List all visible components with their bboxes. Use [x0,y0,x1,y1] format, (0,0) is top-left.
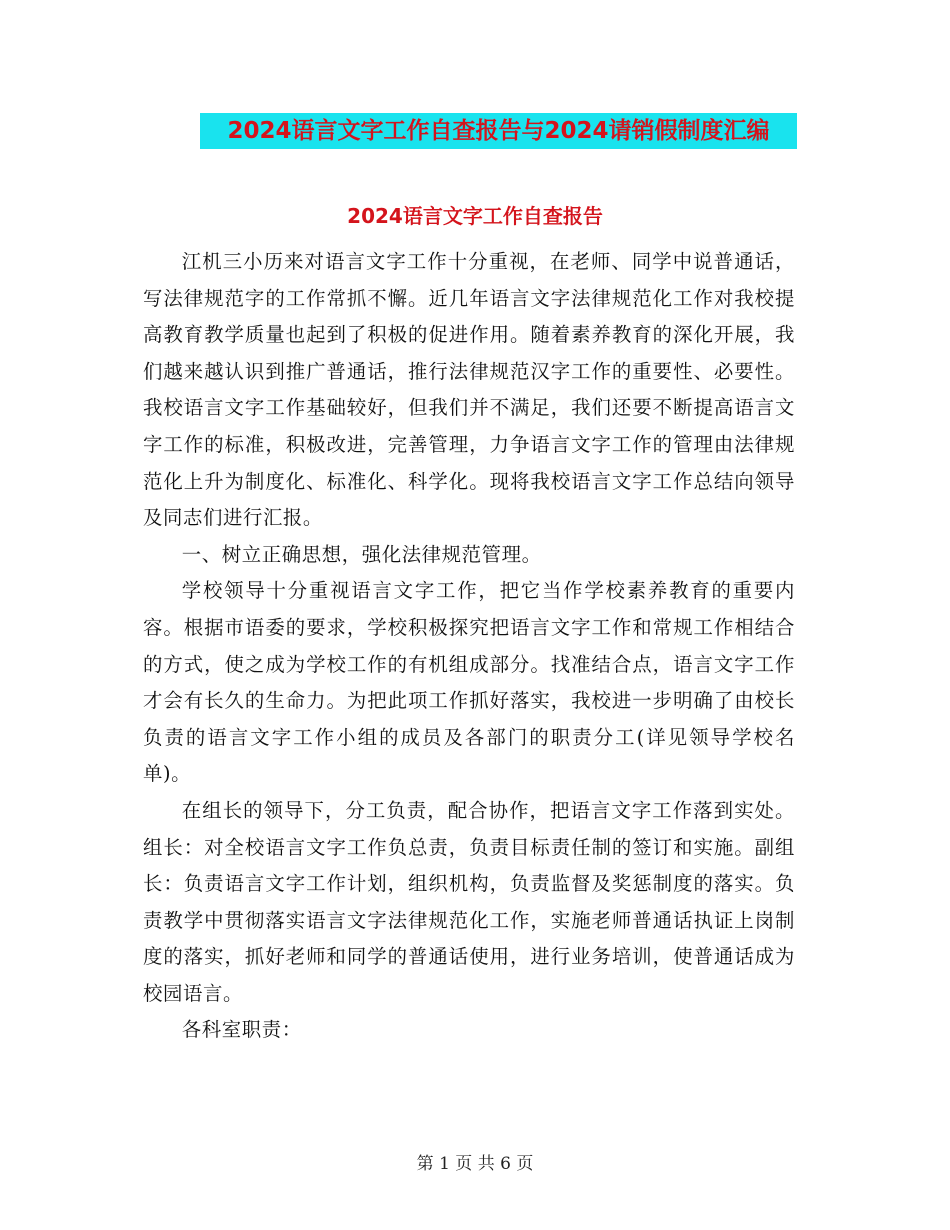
section-title: 2024语言文字工作自查报告 [347,204,603,228]
page-footer: 第 1 页 共 6 页 [416,1154,534,1174]
paragraph-division: 在组长的领导下，分工负责，配合协作，把语言文字工作落到实处。组长：对全校语言文字工作负总责，负责目标责任制的签订和实施。副组长：负责语言文字工作计划，组织机构，负责监督及奖惩制度的落实。负责教学中贯彻落实语言文字法律规范化工作，实施老师普通话执证上岗制度的落实，抓好老师和同学的普通话使用，进行业务培训，使普通话成为校园语言。 [143,798,795,1005]
document-title: 2024语言文字工作自查报告与2024请销假制度汇编 [200,113,797,149]
paragraph-intro: 江机三小历来对语言文字工作十分重视，在老师、同学中说普通话，写法律规范字的工作常抓不懈。近几年语言文字法律规范化工作对我校提高教育教学质量也起到了积极的促进作用。随着素养教育的深化开展，我们越来越认识到推广普通话，推行法律规范汉字工作的重要性、必要性。我校语言文字工作基础较好，但我们并不满足，我们还要不断提高语言文字工作的标准，积极改进，完善管理，力争语言文字工作的管理由法律规范化上升为制度化、标准化、科学化。现将我校语言文字工作总结向领导及同志们进行汇报。 [143,250,795,530]
paragraph-leadership: 学校领导十分重视语言文字工作，把它当作学校素养教育的重要内容。根据市语委的要求，学校积极探究把语言文字工作和常规工作相结合的方式，使之成为学校工作的有机组成部分。找准结合点，语言文字工作才会有长久的生命力。为把此项工作抓好落实，我校进一步明确了由校长负责的语言文字工作小组的成员及各部门的职责分工(详见领导学校名单)。 [143,579,795,786]
paragraph-dept-duties: 各科室职责： [181,1018,302,1042]
paragraph-heading-1: 一、树立正确思想，强化法律规范管理。 [181,542,542,566]
document-body [143,244,795,1049]
